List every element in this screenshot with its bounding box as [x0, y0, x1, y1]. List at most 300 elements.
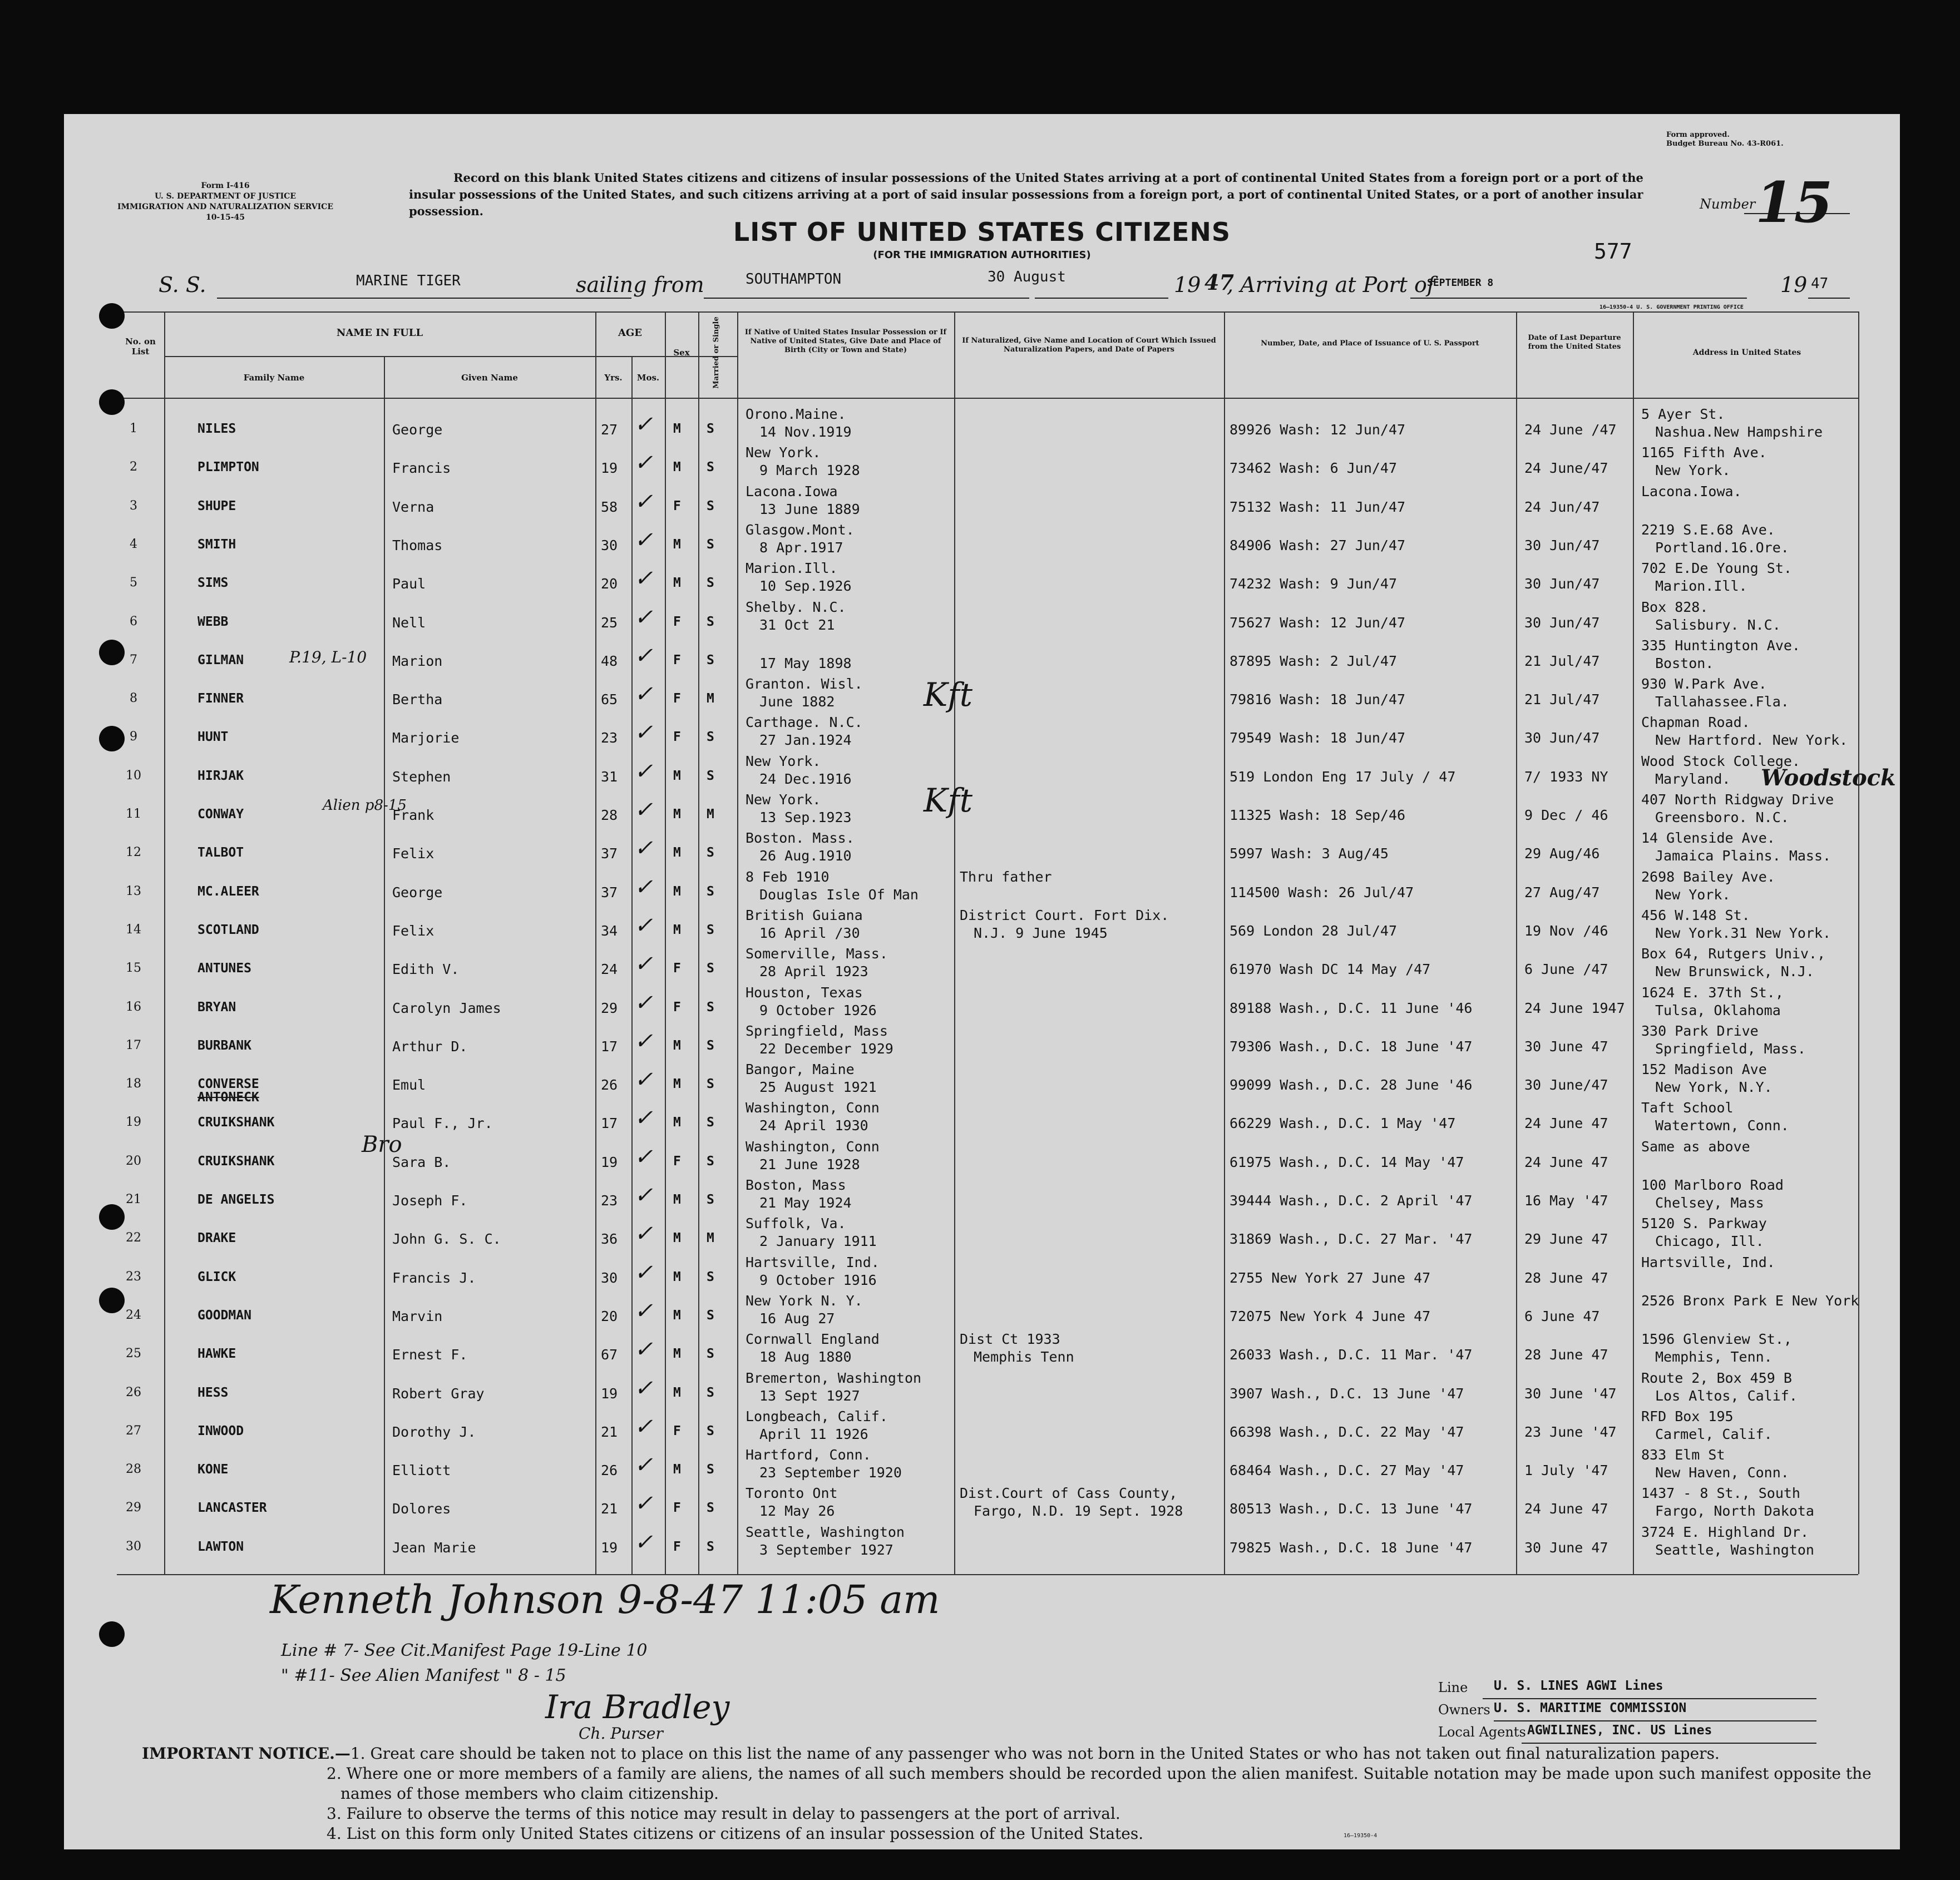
header-married-single: Married or Single — [712, 316, 720, 389]
address-line-1: Taft School — [1641, 1100, 1734, 1116]
document-subtitle: (FOR THE IMMIGRATION AUTHORITIES) — [873, 249, 1091, 261]
address-line-2: New Haven, Conn. — [1655, 1465, 1789, 1481]
marital-status: S — [707, 1270, 714, 1284]
header-yrs: Yrs. — [604, 373, 623, 383]
passport-info: 68464 Wash., D.C. 27 May '47 — [1230, 1462, 1464, 1478]
row-number: 22 — [126, 1231, 141, 1245]
family-name: PLIMPTON — [198, 460, 259, 474]
marital-status: S — [707, 769, 714, 783]
family-name: BRYAN — [198, 1000, 236, 1015]
check-mark-icon: ✓ — [634, 1530, 653, 1555]
check-mark-icon: ✓ — [634, 874, 653, 900]
family-name: HESS — [198, 1386, 229, 1400]
age-years: 21 — [601, 1501, 618, 1517]
birth-place: Carthage. N.C. — [746, 714, 863, 730]
footer-printer-code: 16—19350-4 — [1344, 1833, 1378, 1839]
check-mark-icon: ✓ — [634, 566, 653, 591]
inspector-initials: Kft — [924, 676, 973, 714]
family-name: CRUIKSHANK — [198, 1115, 275, 1130]
birth-place: New York N. Y. — [746, 1293, 863, 1309]
row-number: 17 — [126, 1038, 141, 1052]
address-line-2: New York. — [1655, 887, 1731, 903]
col-rule-mos — [631, 356, 633, 1574]
check-mark-icon: ✓ — [634, 913, 653, 938]
birth-place: Bangor, Maine — [746, 1061, 855, 1077]
address-line-1: Box 64, Rutgers Univ., — [1641, 946, 1826, 962]
address-line-2: New York.31 New York. — [1655, 925, 1831, 941]
address-line-1: 152 Madison Ave — [1641, 1061, 1767, 1077]
birth-place: Cornwall England — [746, 1331, 880, 1347]
given-name: Bertha — [392, 691, 443, 708]
passport-info: 114500 Wash: 26 Jul/47 — [1230, 884, 1414, 901]
address-line-1: Same as above — [1641, 1139, 1750, 1155]
marital-status: M — [707, 691, 714, 706]
sex: M — [673, 576, 681, 590]
year-underline — [1808, 298, 1850, 299]
header-age: AGE — [618, 327, 643, 339]
passport-info: 74232 Wash: 9 Jun/47 — [1230, 576, 1398, 592]
passport-info: 2755 New York 27 June 47 — [1230, 1270, 1431, 1286]
marital-status: S — [707, 653, 714, 667]
address-line-1: 100 Marlboro Road — [1641, 1177, 1784, 1193]
birth-date: 18 Aug 1880 — [759, 1349, 852, 1365]
row-number: 14 — [126, 923, 141, 937]
marital-status: S — [707, 499, 714, 513]
passport-info: 89188 Wash., D.C. 11 June '46 — [1230, 1000, 1473, 1016]
given-name: Stephen — [392, 769, 451, 785]
sex: F — [673, 1154, 681, 1169]
passport-info: 61975 Wash., D.C. 14 May '47 — [1230, 1154, 1464, 1170]
col-rule-birth — [737, 311, 738, 1574]
family-name: DE ANGELIS — [198, 1193, 275, 1207]
birth-date: 24 Dec.1916 — [759, 771, 852, 787]
given-name: George — [392, 422, 443, 438]
marital-status: S — [707, 1462, 714, 1477]
address-line-2: Fargo, North Dakota — [1655, 1503, 1814, 1519]
address-line-2: New Hartford. New York. — [1655, 732, 1848, 748]
sailing-from-label: sailing from — [576, 273, 704, 297]
last-departure: 19 Nov /46 — [1524, 923, 1608, 939]
port-underline — [704, 298, 1029, 299]
form-date: 10-15-45 — [205, 213, 245, 222]
check-mark-icon: ✓ — [634, 1298, 653, 1324]
birth-place: Orono.Maine. — [746, 406, 846, 422]
address-line-1: 1624 E. 37th St., — [1641, 984, 1784, 1001]
address-line-2: Marion.Ill. — [1655, 578, 1747, 594]
col-rule-name — [164, 311, 165, 1574]
given-name: Joseph F. — [392, 1193, 468, 1209]
address-line-1: Lacona.Iowa. — [1641, 483, 1742, 499]
sex: M — [673, 1038, 681, 1053]
sex: M — [673, 1347, 681, 1361]
birth-date: 9 October 1916 — [759, 1272, 877, 1288]
birth-place: Seattle, Washington — [746, 1524, 905, 1540]
address-line-2: Los Altos, Calif. — [1655, 1388, 1798, 1404]
row-number: 3 — [130, 499, 137, 513]
check-mark-icon: ✓ — [634, 1260, 653, 1285]
binder-hole — [99, 303, 125, 329]
manifest-sheet — [64, 114, 1900, 1849]
agents-value: AGWILINES, INC. US Lines — [1527, 1723, 1712, 1738]
address-line-2: Tallahassee.Fla. — [1655, 694, 1789, 710]
check-mark-icon: ✓ — [634, 1183, 653, 1208]
age-years: 67 — [601, 1347, 618, 1363]
passport-info: 3907 Wash., D.C. 13 June '47 — [1230, 1386, 1464, 1402]
header-passport: Number, Date, and Place of Issuance of U. S. Passport — [1261, 339, 1479, 348]
purser-title: Ch. Purser — [579, 1724, 663, 1743]
address-line-1: RFD Box 195 — [1641, 1408, 1734, 1424]
last-departure: 7/ 1933 NY — [1524, 769, 1608, 785]
agents-label: Local Agents — [1438, 1724, 1526, 1740]
birth-date: 23 September 1920 — [759, 1465, 902, 1481]
header-sex: Sex — [673, 348, 690, 358]
birth-date: 16 April /30 — [759, 925, 860, 941]
sex: F — [673, 1424, 681, 1438]
marital-status: S — [707, 884, 714, 899]
age-years: 17 — [601, 1038, 618, 1055]
passport-info: 87895 Wash: 2 Jul/47 — [1230, 653, 1398, 669]
row-number: 25 — [126, 1347, 141, 1360]
address-line-1: 930 W.Park Ave. — [1641, 676, 1767, 692]
number-label: Number — [1700, 196, 1756, 212]
check-mark-icon: ✓ — [634, 951, 653, 977]
row-number: 2 — [130, 460, 137, 474]
row-number: 1 — [130, 422, 137, 436]
birth-date: 12 May 26 — [759, 1503, 835, 1519]
family-name: CONWAY — [198, 807, 244, 822]
birth-date: 9 October 1926 — [759, 1002, 877, 1018]
given-name: Ernest F. — [392, 1347, 468, 1363]
last-departure: 23 June '47 — [1524, 1424, 1617, 1440]
passport-info: 79825 Wash., D.C. 18 June '47 — [1230, 1540, 1473, 1556]
row-number: 11 — [126, 807, 141, 821]
family-name: GLICK — [198, 1270, 236, 1284]
given-name: Dolores — [392, 1501, 451, 1517]
arrival-underline — [1410, 298, 1747, 299]
row-number: 26 — [126, 1386, 141, 1399]
row-number: 30 — [126, 1540, 141, 1554]
arriving-label: , Arriving at Port of — [1227, 273, 1435, 297]
manifest-note-1: Line # 7- See Cit.Manifest Page 19-Line 10 — [281, 1641, 648, 1660]
list-number: 15 — [1755, 170, 1833, 235]
address-line-1: Wood Stock College. — [1641, 753, 1800, 769]
check-mark-icon: ✓ — [634, 1414, 653, 1439]
passport-info: 26033 Wash., D.C. 11 Mar. '47 — [1230, 1347, 1473, 1363]
col-rule-right — [1858, 311, 1859, 1574]
birth-date: 8 Apr.1917 — [759, 540, 843, 556]
check-mark-icon: ✓ — [634, 835, 653, 861]
woodstock-correction: Woodstock — [1761, 765, 1896, 791]
passport-info: 569 London 28 Jul/47 — [1230, 923, 1398, 939]
check-mark-icon: ✓ — [634, 1105, 653, 1131]
manifest-note-2: " #11- See Alien Manifest " 8 - 15 — [281, 1666, 566, 1685]
row-number: 28 — [126, 1462, 141, 1476]
address-line-2: Carmel, Calif. — [1655, 1426, 1773, 1442]
address-line-1: 5 Ayer St. — [1641, 406, 1725, 422]
given-name: Thomas — [392, 537, 443, 553]
last-departure: 1 July '47 — [1524, 1462, 1608, 1478]
address-line-2: Watertown, Conn. — [1655, 1117, 1789, 1134]
last-departure: 24 June 47 — [1524, 1501, 1608, 1517]
family-name: MC.ALEER — [198, 884, 259, 899]
check-mark-icon: ✓ — [634, 450, 653, 476]
header-given-name: Given Name — [461, 373, 518, 383]
row-number: 4 — [130, 537, 137, 551]
header-family-name: Family Name — [243, 373, 305, 383]
marital-status: S — [707, 537, 714, 552]
line-value: U. S. LINES AGWI Lines — [1494, 1679, 1663, 1693]
given-name: Sara B. — [392, 1154, 451, 1170]
header-address: Address in United States — [1692, 348, 1801, 357]
col-rule-given — [384, 356, 385, 1574]
address-line-2: Seattle, Washington — [1655, 1542, 1814, 1558]
marital-status: S — [707, 1193, 714, 1207]
passport-info: 75132 Wash: 11 Jun/47 — [1230, 499, 1406, 515]
address-line-2: Tulsa, Oklahoma — [1655, 1002, 1781, 1018]
age-years: 23 — [601, 730, 618, 746]
marital-status: S — [707, 1077, 714, 1091]
passport-info: 75627 Wash: 12 Jun/47 — [1230, 615, 1406, 631]
age-years: 23 — [601, 1193, 618, 1209]
marital-status: S — [707, 1386, 714, 1400]
ship-underline — [217, 298, 631, 299]
marital-status: S — [707, 923, 714, 937]
header-naturalized: If Naturalized, Give Name and Location of Court Which Issued Naturalization Papers, and Date of Papers — [962, 337, 1216, 354]
age-years: 37 — [601, 884, 618, 901]
col-rule-age — [595, 311, 596, 1574]
row-number: 15 — [126, 961, 141, 975]
birth-date: 28 April 1923 — [759, 963, 868, 979]
marital-status: S — [707, 576, 714, 590]
approval-line: Form approved. — [1666, 131, 1730, 139]
passport-info: 84906 Wash: 27 Jun/47 — [1230, 537, 1406, 553]
row-number: 12 — [126, 845, 141, 859]
age-years: 34 — [601, 923, 618, 939]
sex: M — [673, 1115, 681, 1130]
family-name: NILES — [198, 422, 236, 436]
birth-place: Toronto Ont — [746, 1485, 838, 1501]
given-name: George — [392, 884, 443, 901]
family-name: DRAKE — [198, 1231, 236, 1245]
birth-date: 13 June 1889 — [759, 501, 860, 517]
col-rule-passport — [1224, 311, 1225, 1574]
row-number: 19 — [126, 1115, 141, 1129]
last-departure: 9 Dec / 46 — [1524, 807, 1608, 823]
sex: F — [673, 961, 681, 976]
naturalization-date: Fargo, N.D. 19 Sept. 1928 — [974, 1503, 1183, 1519]
binder-hole — [99, 640, 125, 665]
birth-place: Glasgow.Mont. — [746, 522, 855, 538]
check-mark-icon: ✓ — [634, 1067, 653, 1092]
given-name: Dorothy J. — [392, 1424, 476, 1440]
age-years: 25 — [601, 615, 618, 631]
last-departure: 29 Aug/46 — [1524, 845, 1600, 862]
birth-date: 24 April 1930 — [759, 1117, 868, 1134]
address-line-2: Springfield, Mass. — [1655, 1041, 1806, 1057]
passport-info: 80513 Wash., D.C. 13 June '47 — [1230, 1501, 1473, 1517]
address-line-1: 335 Huntington Ave. — [1641, 637, 1800, 654]
row-number: 20 — [126, 1154, 141, 1168]
age-years: 65 — [601, 691, 618, 708]
birth-date: 16 Aug 27 — [759, 1310, 835, 1327]
birth-place: Granton. Wisl. — [746, 676, 863, 692]
birth-place: New York. — [746, 753, 821, 769]
passport-info: 79306 Wash., D.C. 18 June '47 — [1230, 1038, 1473, 1055]
sex: F — [673, 1501, 681, 1515]
marital-status: S — [707, 1308, 714, 1323]
last-departure: 30 June/47 — [1524, 1077, 1608, 1093]
marital-status: S — [707, 961, 714, 976]
birth-date: 9 March 1928 — [759, 462, 860, 478]
department-name: U. S. DEPARTMENT OF JUSTICE — [154, 192, 296, 201]
birth-place: Houston, Texas — [746, 984, 863, 1001]
sex: M — [673, 422, 681, 436]
birth-place: Somerville, Mass. — [746, 946, 888, 962]
age-years: 27 — [601, 422, 618, 438]
sex: M — [673, 884, 681, 899]
row-number: 29 — [126, 1501, 141, 1515]
arrival-year-prefix: 19 — [1780, 273, 1808, 297]
address-line-1: 833 Elm St — [1641, 1447, 1725, 1463]
row-number: 7 — [130, 653, 137, 667]
last-departure: 24 June 1947 — [1524, 1000, 1625, 1016]
passport-info: 11325 Wash: 18 Sep/46 — [1230, 807, 1406, 823]
address-line-1: Box 828. — [1641, 599, 1709, 615]
naturalization-date: N.J. 9 June 1945 — [974, 925, 1108, 941]
last-departure: 30 Jun/47 — [1524, 576, 1600, 592]
family-name: LANCASTER — [198, 1501, 267, 1515]
last-departure: 21 Jul/47 — [1524, 653, 1600, 669]
row-number: 23 — [126, 1270, 141, 1284]
marital-status: S — [707, 1000, 714, 1015]
address-line-1: 1165 Fifth Ave. — [1641, 444, 1767, 461]
sex: F — [673, 615, 681, 629]
sex: M — [673, 1077, 681, 1091]
family-name: BURBANK — [198, 1038, 251, 1053]
family-name: GOODMAN — [198, 1308, 251, 1323]
last-departure: 21 Jul/47 — [1524, 691, 1600, 708]
age-years: 58 — [601, 499, 618, 515]
inspector-initials-2: Kft — [924, 781, 973, 819]
check-mark-icon: ✓ — [634, 1337, 653, 1362]
address-line-1: 407 North Ridgway Drive — [1641, 791, 1834, 808]
sex: F — [673, 1000, 681, 1015]
check-mark-icon: ✓ — [634, 1221, 653, 1246]
reference-number: 577 — [1594, 239, 1632, 264]
row-number: 21 — [126, 1193, 141, 1206]
sex: F — [673, 1540, 681, 1554]
age-years: 24 — [601, 961, 618, 977]
address-line-1: 1596 Glenview St., — [1641, 1331, 1792, 1347]
family-name: INWOOD — [198, 1424, 244, 1438]
sex: F — [673, 653, 681, 667]
address-line-1: Chapman Road. — [1641, 714, 1750, 730]
sex: F — [673, 499, 681, 513]
birth-place: New York. — [746, 444, 821, 461]
age-years: 37 — [601, 845, 618, 862]
age-years: 31 — [601, 769, 618, 785]
address-line-2: Chelsey, Mass — [1655, 1195, 1764, 1211]
header-name-in-full: NAME IN FULL — [336, 327, 423, 339]
address-line-1: 2698 Bailey Ave. — [1641, 869, 1775, 885]
birth-place: Hartsville, Ind. — [746, 1254, 880, 1270]
check-mark-icon: ✓ — [634, 759, 653, 784]
marital-status: S — [707, 460, 714, 474]
given-name: John G. S. C. — [392, 1231, 501, 1247]
given-name: Arthur D. — [392, 1038, 468, 1055]
given-name: Francis — [392, 460, 451, 476]
marital-status: M — [707, 807, 714, 822]
given-name: Carolyn James — [392, 1000, 501, 1016]
birth-date: 26 Aug.1910 — [759, 848, 852, 864]
last-departure: 24 June /47 — [1524, 422, 1617, 438]
birth-date: 14 Nov.1919 — [759, 424, 852, 440]
birth-place: Lacona.Iowa — [746, 483, 838, 499]
sex: M — [673, 845, 681, 860]
header-no: No. on List — [125, 337, 156, 357]
date-underline — [1035, 298, 1168, 299]
marital-status: S — [707, 1115, 714, 1130]
sex: M — [673, 537, 681, 552]
sex: M — [673, 769, 681, 783]
age-years: 26 — [601, 1077, 618, 1093]
given-name: Verna — [392, 499, 435, 515]
age-years: 19 — [601, 460, 618, 476]
binder-hole — [99, 1204, 125, 1230]
notice-item-3: 3. Failure to observe the terms of this notice may result in delay to passengers at the port of arrival. — [327, 1804, 1120, 1823]
age-years: 19 — [601, 1386, 618, 1402]
family-name: SIMS — [198, 576, 229, 590]
row-number: 6 — [130, 615, 137, 629]
passport-info: 61970 Wash DC 14 May /47 — [1230, 961, 1431, 977]
address-line-2: Jamaica Plains. Mass. — [1655, 848, 1831, 864]
row-number: 13 — [126, 884, 141, 898]
last-departure: 30 June 47 — [1524, 1038, 1608, 1055]
birth-place: Washington, Conn — [746, 1100, 880, 1116]
form-number: Form I-416 — [201, 181, 250, 190]
check-mark-icon: ✓ — [634, 1491, 653, 1516]
given-name: Francis J. — [392, 1270, 476, 1286]
passport-info: 39444 Wash., D.C. 2 April '47 — [1230, 1193, 1473, 1209]
printer-code: 16—19350-4 U. S. GOVERNMENT PRINTING OFFICE — [1599, 304, 1744, 310]
age-years: 28 — [601, 807, 618, 823]
passport-info: 73462 Wash: 6 Jun/47 — [1230, 460, 1398, 476]
check-mark-icon: ✓ — [634, 489, 653, 514]
passport-info: 66229 Wash., D.C. 1 May '47 — [1230, 1115, 1456, 1131]
departure-port: SOUTHAMPTON — [746, 271, 842, 288]
age-years: 17 — [601, 1115, 618, 1131]
last-departure: 30 Jun/47 — [1524, 537, 1600, 553]
birth-date: 10 Sep.1926 — [759, 578, 852, 594]
given-name: Emul — [392, 1077, 426, 1093]
family-name: SMITH — [198, 537, 236, 552]
row-number: 16 — [126, 1000, 141, 1014]
family-name: KONE — [198, 1462, 229, 1477]
row-number: 9 — [130, 730, 137, 744]
age-years: 26 — [601, 1462, 618, 1478]
address-line-2: Boston. — [1655, 655, 1714, 671]
last-departure: 30 Jun/47 — [1524, 615, 1600, 631]
marital-status: S — [707, 1347, 714, 1361]
passport-info: 99099 Wash., D.C. 28 June '46 — [1230, 1077, 1473, 1093]
header-birth: If Native of United States Insular Possession or If Native of United States, Give Date and Place of Birth (City or Town and State) — [744, 328, 947, 354]
last-departure: 27 Aug/47 — [1524, 884, 1600, 901]
notice-item-2: 2. Where one or more members of a family are aliens, the names of all such members should be recorded upon the alien manifest. Suitable notation may be made upon such manifest opposite the names of those members who claim citizenship. — [327, 1764, 1872, 1803]
family-name: SCOTLAND — [198, 923, 259, 937]
row-number: 5 — [130, 576, 137, 590]
given-name: Paul — [392, 576, 426, 592]
address-line-2: Salisbury. N.C. — [1655, 617, 1781, 633]
